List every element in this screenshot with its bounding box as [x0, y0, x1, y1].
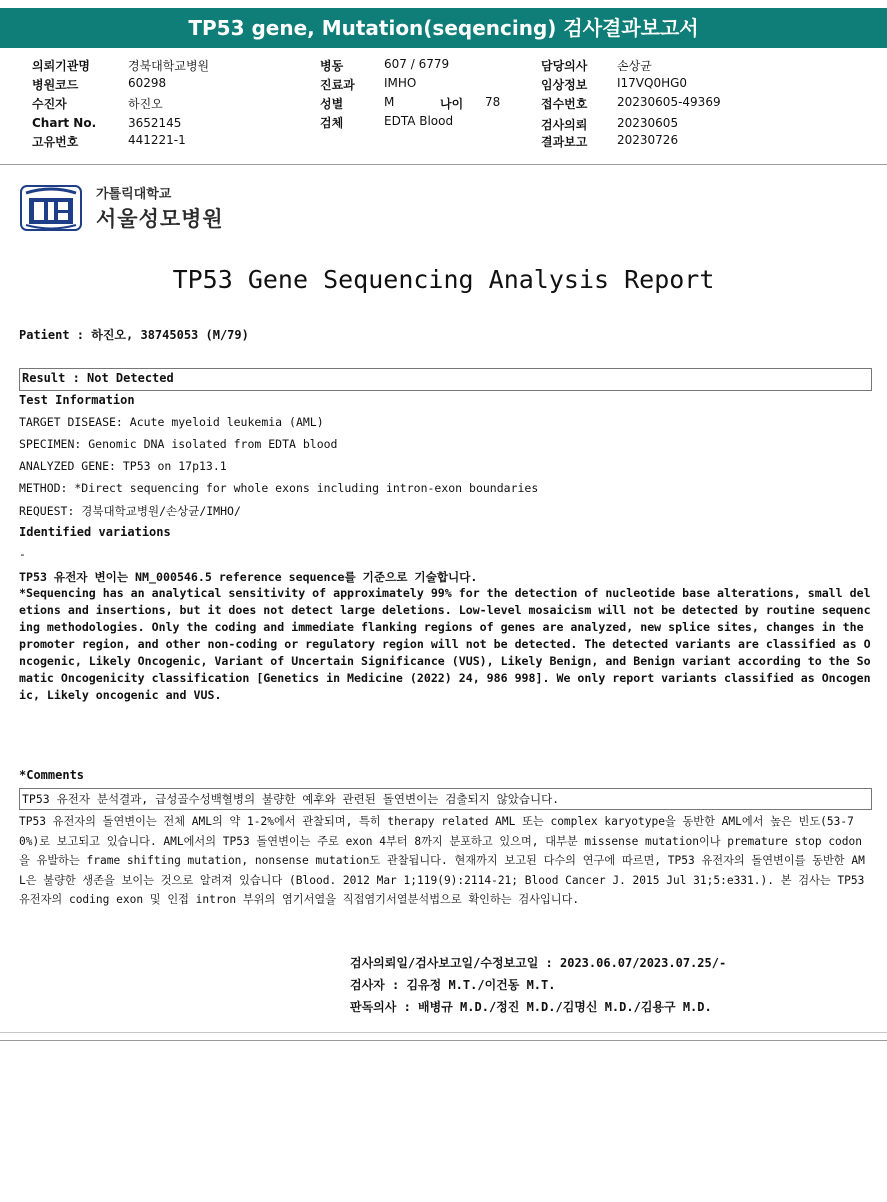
footer-divider	[0, 1032, 887, 1033]
reference-note: TP53 유전자 변이는 NM_000546.5 reference sequence를 기준으로 기술합니다.	[19, 570, 478, 584]
info-label: 검체	[320, 116, 344, 130]
info-value: 20230605-49369	[617, 95, 721, 109]
analyzed-gene: ANALYZED GENE: TP53 on 17p13.1	[19, 459, 227, 473]
report-header-title: TP53 gene, Mutation(seqencing) 검사결과보고서	[0, 8, 887, 48]
patient-line: Patient : 하진오, 38745053 (M/79)	[19, 328, 249, 342]
info-value: EDTA Blood	[384, 114, 454, 128]
sensitivity-note: *Sequencing has an analytical sensitivity of approximately 99% for the detection of nucleotide base alterations, small deletions and insertions, but it does not detect large deletions. Low-level mosaicism will not be detected by routine sequencing methodologies. Only the coding and immediate flanking regions of genes are analyzed, new splice sites, changes in the promoter region, and other non-coding or regulatory region will not be detected. The detected variants are classified as Oncogenic, Likely Oncogenic, Variant of Uncertain Significance (VUS), Likely Benign, and Benign variant according to the Somatic Oncogenicity classification [Genetics in Medicine (2022) 24, 986 998]. We only report variants classified as Oncogenic, Likely oncogenic and VUS.	[19, 586, 871, 702]
info-value: 441221-1	[128, 133, 186, 147]
info-value: 하진오	[128, 97, 163, 111]
header-divider	[0, 164, 887, 165]
footer-divider	[0, 1040, 887, 1041]
logo-university-name: 가톨릭대학교	[96, 187, 172, 202]
reading-physicians: 판독의사 : 배병규 M.D./정진 M.D./김명신 M.D./김용구 M.D.	[350, 1000, 712, 1014]
info-label: 검사의뢰	[541, 118, 588, 132]
hospital-logo	[20, 185, 240, 235]
target-disease: TARGET DISEASE: Acute myeloid leukemia (AML)	[19, 415, 324, 429]
logo-hospital-name: 서울성모병원	[96, 207, 224, 231]
report-title: TP53 Gene Sequencing Analysis Report	[172, 265, 715, 294]
comment-summary: TP53 유전자 분석결과, 급성골수성백혈병의 불량한 예후와 관련된 돌연변이는 검출되지 않았습니다.	[22, 792, 560, 806]
comment-summary-box	[19, 788, 872, 810]
info-value: 20230605	[617, 116, 679, 130]
info-label: 성별	[320, 97, 344, 111]
info-label: 의뢰기관명	[32, 59, 90, 73]
hospital-seal-icon	[20, 185, 82, 231]
info-label: 병원코드	[32, 78, 79, 92]
result-box	[19, 368, 872, 391]
info-label: Chart No.	[32, 116, 97, 130]
info-value: 20230726	[617, 133, 679, 147]
patient-info-panel	[0, 50, 887, 164]
request: REQUEST: 경북대학교병원/손상균/IMHO/	[19, 504, 241, 518]
info-label: 나이	[440, 97, 464, 111]
info-label: 고유번호	[32, 135, 79, 149]
info-value: 78	[485, 95, 501, 109]
info-label: 진료과	[320, 78, 355, 92]
info-label: 담당의사	[541, 59, 588, 73]
info-label: 임상정보	[541, 78, 588, 92]
info-value: IMHO	[384, 76, 417, 90]
info-value: 손상균	[617, 59, 652, 73]
specimen: SPECIMEN: Genomic DNA isolated from EDTA blood	[19, 437, 338, 451]
info-value: 3652145	[128, 116, 182, 130]
variations-value: -	[19, 547, 26, 561]
info-value: 경북대학교병원	[128, 59, 210, 73]
method: METHOD: *Direct sequencing for whole exons including intron-exon boundaries	[19, 481, 539, 495]
info-label: 병동	[320, 59, 344, 73]
variations-heading: Identified variations	[19, 525, 171, 539]
info-value: I17VQ0HG0	[617, 76, 688, 90]
comments-heading: *Comments	[19, 768, 85, 782]
examiners: 검사자 : 김유정 M.T./이건동 M.T.	[350, 978, 556, 992]
info-label: 수진자	[32, 97, 67, 111]
info-label: 결과보고	[541, 135, 588, 149]
result-text: Result : Not Detected	[22, 371, 174, 385]
comment-body: TP53 유전자의 돌연변이는 전체 AML의 약 1-2%에서 관찰되며, 특히 therapy related AML 또는 complex karyotype을 동반한 AML에서 높은 빈도(53-70%)로 보고되고 있습니다. AML에서의 TP53 돌연변이는 주로 exon 4부터 8까지 분포하고 있으며, 대부분 missense mutation이나 premature stop codon을 유발하는 frame shifting mutation, nonsense mutation도 관찰됩니다. 현재까지 보고된 다수의 연구에 따르면, TP53 유전자의 돌연변이를 동반한 AML은 불량한 생존을 보이는 것으로 알려져 있습니다 (Blood. 2012 Mar 1;119(9):2114-21; Blood Cancer J. 2015 Jul 31;5:e331.). 본 검사는 TP53 유전자의 coding exon 및 인접 intron 부위의 염기서열을 직접염기서열분석법으로 확인하는 검사입니다.	[19, 815, 865, 906]
test-info-heading: Test Information	[19, 393, 135, 407]
info-label: 접수번호	[541, 97, 588, 111]
report-dates: 검사의뢰일/검사보고일/수정보고일 : 2023.06.07/2023.07.25/-	[350, 956, 727, 970]
info-value: M	[384, 95, 395, 109]
info-value: 607 / 6779	[384, 57, 450, 71]
info-value: 60298	[128, 76, 167, 90]
